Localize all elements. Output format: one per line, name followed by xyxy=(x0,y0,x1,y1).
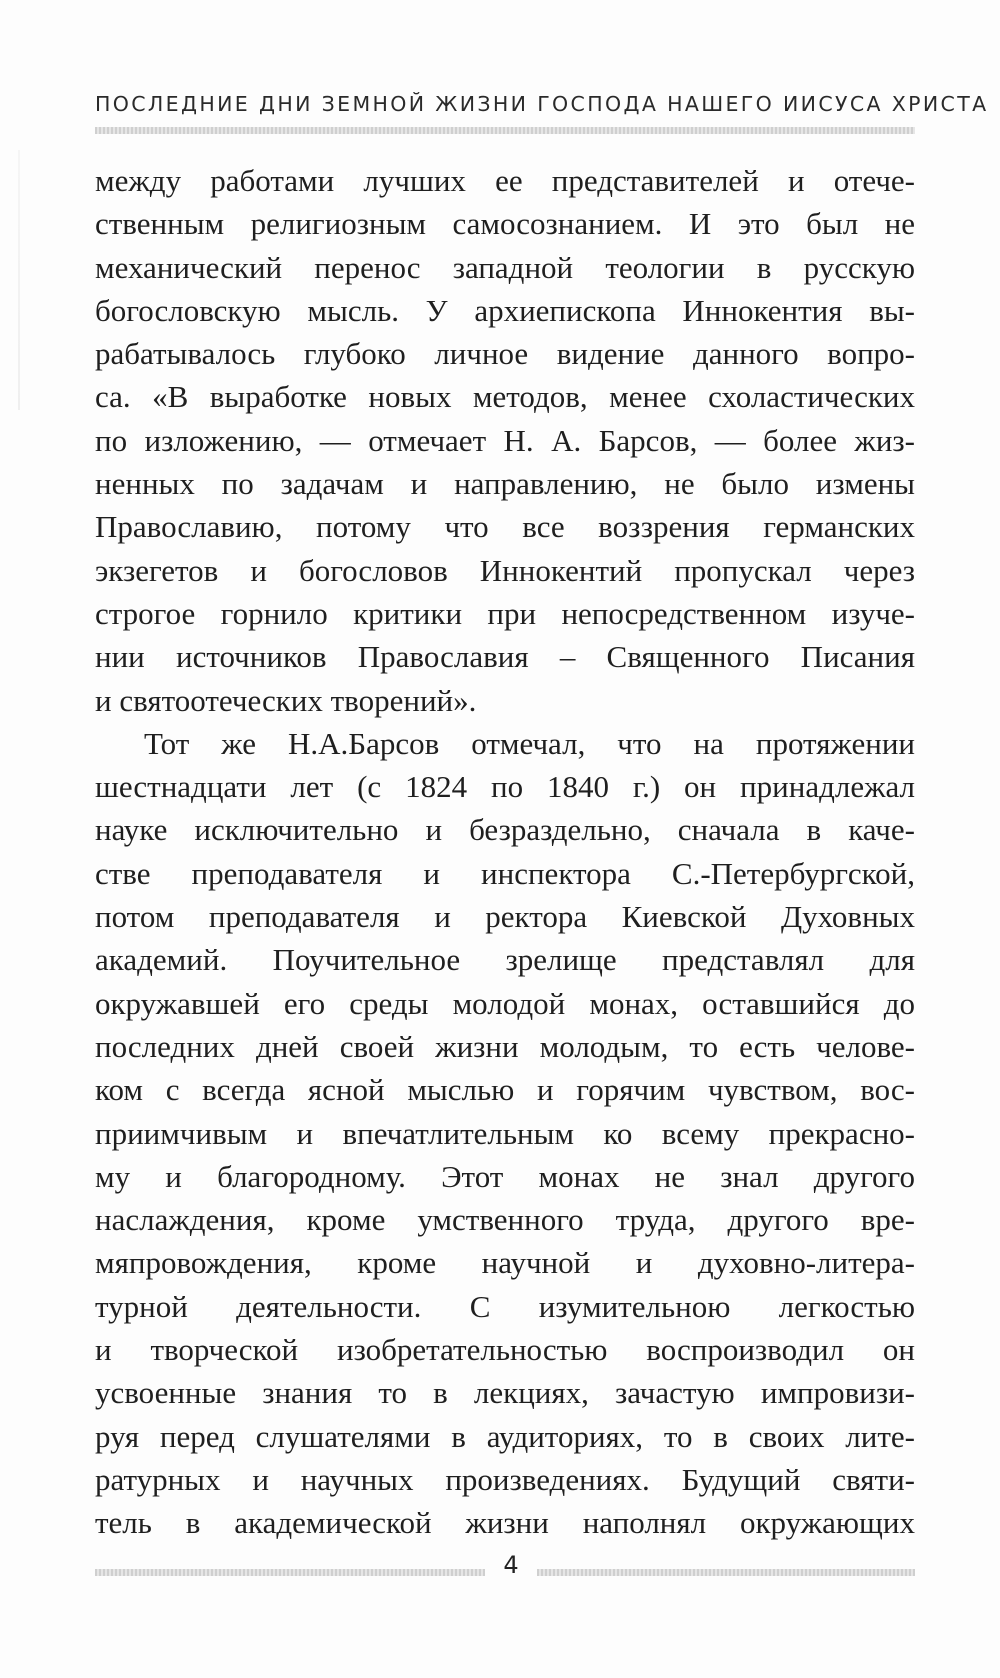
body-text xyxy=(95,159,915,1545)
header-rule xyxy=(95,127,915,134)
text-line: и святоотеческих творений». xyxy=(95,682,477,718)
text-line: механический перенос западной теологии в русскую xyxy=(95,249,915,285)
page-number: 4 xyxy=(503,1551,519,1579)
text-line: Тот же Н.А.Барсов отмечал, что на протяжении xyxy=(144,725,915,761)
text-line: экзегетов и богословов Иннокентий пропускал через xyxy=(95,552,915,588)
text-line: между работами лучших ее представителей и отече- xyxy=(95,163,915,198)
text-line: и творческой изобретательностью воспроизводил он xyxy=(95,1332,915,1368)
text-line: академий. Поучительное зрелище представлял для xyxy=(95,942,915,978)
footer-rule-left xyxy=(95,1569,485,1576)
text-line: мяпровождения, кроме научной и духовно-литера- xyxy=(95,1245,915,1281)
text-line: богословскую мысль. У архиепископа Иннокентия вы- xyxy=(95,292,915,328)
text-line: строгое горнило критики при непосредственном изуче- xyxy=(95,595,915,631)
text-line: Православию, потому что все воззрения германских xyxy=(95,509,915,545)
text-line: ственным религиозным самосознанием. И это был не xyxy=(95,206,915,242)
text-line: ком с всегда ясной мыслью и горячим чувством, вос- xyxy=(95,1072,915,1108)
text-line: са. «В выработке новых методов, менее схоластических xyxy=(95,379,915,415)
text-line: по изложению, — отмечает Н. А. Барсов, — более жиз- xyxy=(95,422,915,458)
text-line: му и благородному. Этот монах не знал другого xyxy=(95,1158,915,1194)
running-header: ПОСЛЕДНИЕ ДНИ ЗЕМНОЙ ЖИЗНИ ГОСПОДА НАШЕГО ИИСУСА ХРИСТА xyxy=(95,92,989,116)
text-line: науке исключительно и безраздельно, сначала в каче- xyxy=(95,812,915,848)
text-line: последних дней своей жизни молодым, то есть челове- xyxy=(95,1028,915,1064)
text-line: окружавшей его среды молодой монах, оставшийся до xyxy=(95,985,915,1021)
text-line: шестнадцати лет (с 1824 по 1840 г.) он принадлежал xyxy=(95,769,915,805)
text-line: тель в академической жизни наполнял окружающих xyxy=(95,1505,915,1541)
text-line: усвоенные знания то в лекциях, зачастую импровизи- xyxy=(95,1375,915,1411)
page-edge-shadow xyxy=(18,150,20,410)
text-line: руя перед слушателями в аудиториях, то в своих лите- xyxy=(95,1418,915,1454)
footer-rule-right xyxy=(537,1569,915,1576)
text-line: турной деятельности. С изумительною легкостью xyxy=(95,1288,915,1324)
text-line: потом преподавателя и ректора Киевской Духовных xyxy=(95,899,915,935)
text-line: рабатывалось глубоко личное видение данного вопро- xyxy=(95,336,915,372)
text-line: стве преподавателя и инспектора С.-Петербургской, xyxy=(95,855,915,891)
text-line: нии источников Православия – Священного Писания xyxy=(95,639,915,675)
text-line: приимчивым и впечатлительным ко всему прекрасно- xyxy=(95,1115,915,1151)
text-line: наслаждения, кроме умственного труда, другого вре- xyxy=(95,1202,915,1238)
text-line: ненных по задачам и направлению, не было измены xyxy=(95,466,915,502)
text-line: ратурных и научных произведениях. Будущий святи- xyxy=(95,1461,915,1497)
